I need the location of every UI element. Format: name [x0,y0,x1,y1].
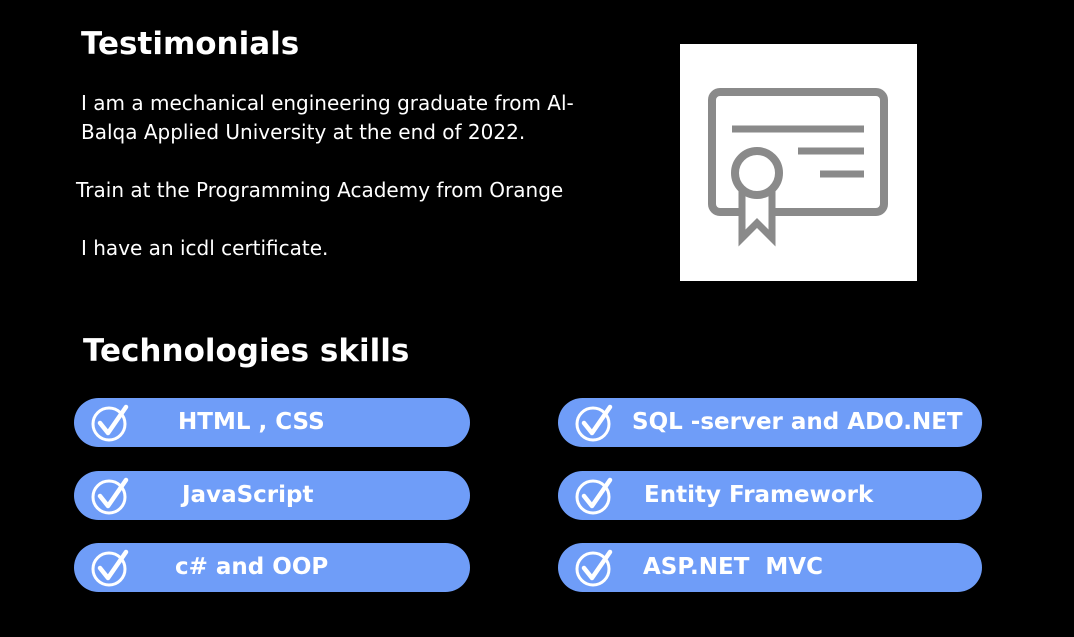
skill-pill-html-css [74,398,470,447]
check-circle-icon [574,547,615,588]
check-circle-icon [574,475,615,516]
skill-label: Entity Framework [644,482,874,508]
skill-pill-entity-framework [558,471,982,520]
testimonial-education: I am a mechanical engineering graduate from Al-Balqa Applied University at the end of 2022. [81,91,574,144]
check-circle-icon [90,547,131,588]
skill-label: SQL -server and ADO.NET [632,409,963,435]
skill-pill-javascript [74,471,470,520]
skills-title: Technologies skills [83,333,410,369]
skill-pill-aspnet-mvc [558,543,982,592]
check-circle-icon [90,402,131,443]
skill-pill-csharp-oop [74,543,470,592]
skill-label: JavaScript [182,482,314,508]
certificate-image [680,44,917,281]
certificate-icon [680,44,917,281]
check-circle-icon [574,402,615,443]
testimonial-certificate: I have an icdl certificate. [81,236,329,260]
check-circle-icon [90,475,131,516]
testimonials-title: Testimonials [81,26,300,62]
skill-label: HTML , CSS [178,409,325,435]
skill-label: ASP.NET MVC [643,554,823,580]
skill-label: c# and OOP [175,554,329,580]
skill-pill-sql-server [558,398,982,447]
testimonial-training: Train at the Programming Academy from Orange [76,178,564,202]
